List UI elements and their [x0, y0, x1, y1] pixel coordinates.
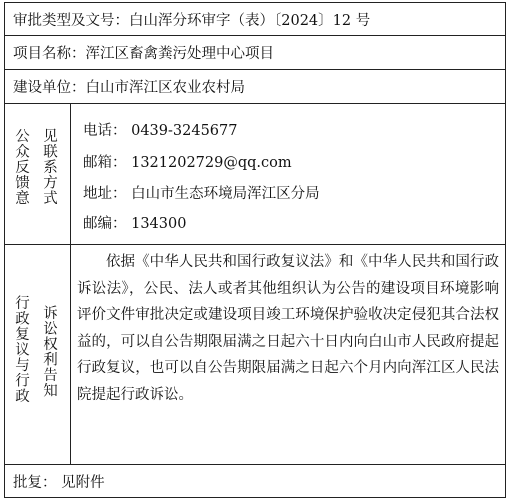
phone-text: 电话： 0439-3245677 — [83, 123, 238, 139]
info-table — [4, 2, 506, 498]
project-name-text: 项目名称：浑江区畜禽粪污处理中心项目 — [13, 46, 274, 62]
appeal-rights-text: 依据《中华人民共和国行政复议法》和《中华人民共和国行政诉讼法》，公民、法人或者其他组织认为公告的建设项目环境影响评价文件审批决定或建设项目竣工环境保护验收决定侵犯其合法权益的，可以自公告期限届满之日起六十日内向白山市人民政府提起行政复议，也可以自公告期限届满之日起六个月内向浑江区人民法院提起行政诉讼。 — [77, 254, 499, 403]
public-feedback-row — [5, 104, 505, 245]
builder-row — [5, 70, 505, 104]
address-text: 地址： 白山市生态环境局浑江区分局 — [83, 186, 320, 202]
appeal-rights-label-col2: 诉讼权利告知 — [41, 305, 57, 398]
public-feedback-label-col2: 见联系方式 — [41, 128, 57, 206]
appeal-rights-label-col1: 行政复议与行政 — [13, 295, 29, 404]
approval-number-row — [5, 3, 505, 36]
appeal-rights-row — [5, 245, 505, 465]
appeal-rights-label — [5, 245, 71, 464]
builder-text: 建设单位：白山市浑江区农业农村局 — [13, 80, 245, 96]
postcode-text: 邮编： 134300 — [83, 216, 187, 232]
public-feedback-label-col1: 公众反馈意 — [13, 128, 29, 206]
email-text: 邮箱： 1321202729@qq.com — [83, 155, 292, 171]
approval-number-text: 审批类型及文号：白山浑分环审字（表）〔2024〕12 号 — [13, 12, 371, 29]
project-name-row — [5, 36, 505, 70]
public-feedback-label — [5, 104, 71, 244]
reply-text: 批复： 见附件 — [13, 474, 105, 491]
reply-row — [5, 465, 505, 497]
